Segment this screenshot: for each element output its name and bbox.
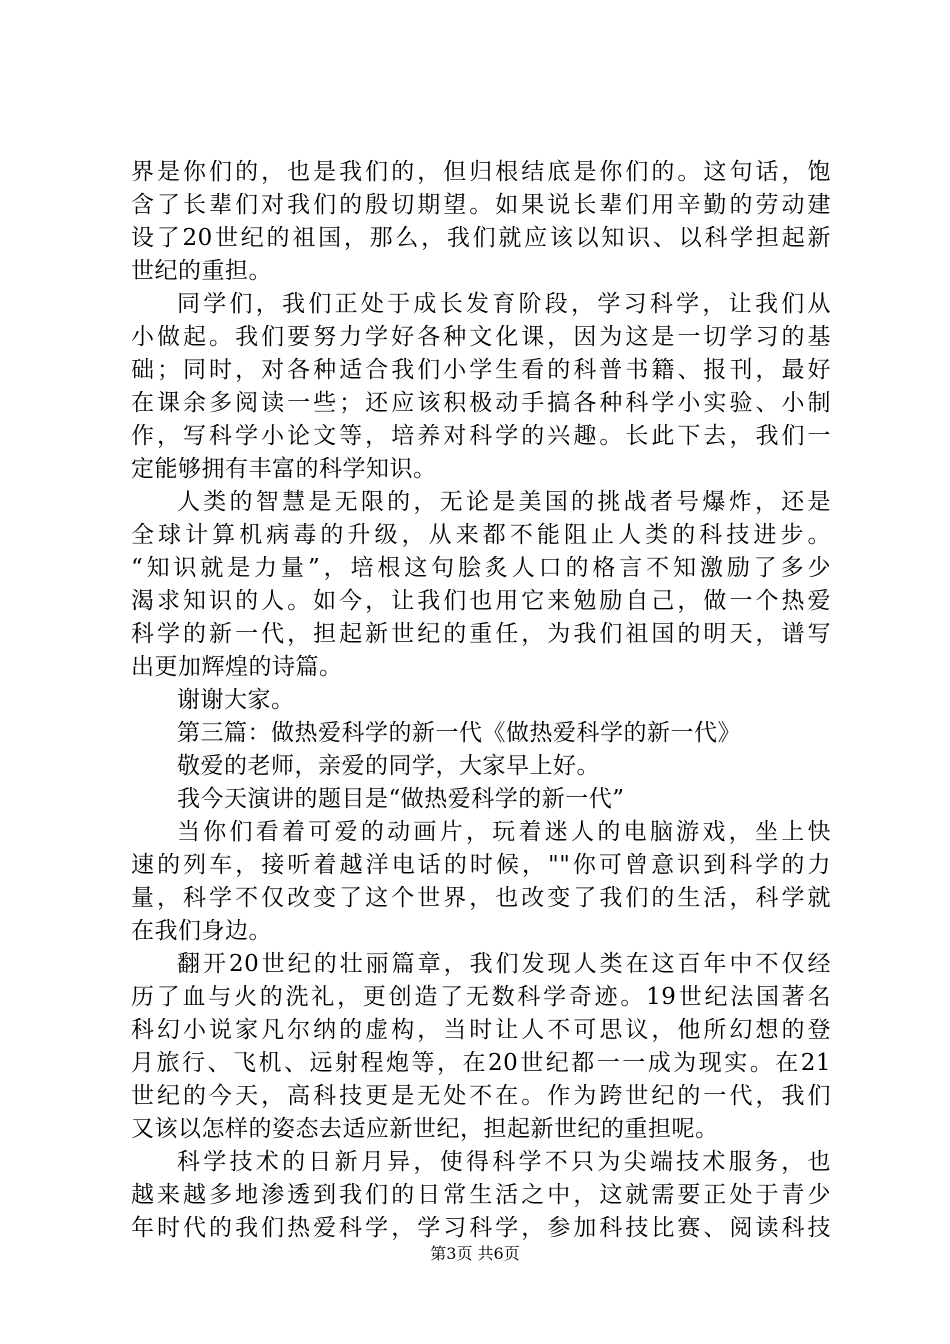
text-line: 界是你们的，也是我们的，但归根结底是你们的。这句话，饱 xyxy=(131,159,831,185)
text-line: 在课余多阅读一些；还应该积极动手搞各种科学小实验、小制 xyxy=(131,390,831,416)
text-line: 世纪的重担。 xyxy=(131,258,272,284)
text-line: 速的列车，接听着越洋电话的时候，""你可曾意识到科学的力 xyxy=(131,852,831,878)
document-body xyxy=(131,156,831,1245)
text-line: 量，科学不仅改变了这个世界，也改变了我们的生活，科学就 xyxy=(131,885,831,911)
text-line: 在我们身边。 xyxy=(131,918,272,944)
text-line: 历了血与火的洗礼，更创造了无数科学奇迹。19世纪法国著名 xyxy=(131,984,831,1010)
text-line: 第三篇：做热爱科学的新一代《做热爱科学的新一代》 xyxy=(177,720,741,746)
text-line: 小做起。我们要努力学好各种文化课，因为这是一切学习的基 xyxy=(131,324,831,350)
text-line: 科学的新一代，担起新世纪的重任，为我们祖国的明天，谱写 xyxy=(131,621,831,647)
text-line: 设了20世纪的祖国，那么，我们就应该以知识、以科学担起新 xyxy=(131,225,831,251)
text-line: 越来越多地渗透到我们的日常生活之中，这就需要正处于青少 xyxy=(131,1182,831,1208)
text-line: 科幻小说家凡尔纳的虚构，当时让人不可思议，他所幻想的登 xyxy=(131,1017,831,1043)
text-line: 作，写科学小论文等，培养对科学的兴趣。长此下去，我们一 xyxy=(131,423,831,449)
text-line: 世纪的今天，高科技更是无处不在。作为跨世纪的一代，我们 xyxy=(131,1083,831,1109)
text-line: 同学们，我们正处于成长发育阶段，学习科学，让我们从 xyxy=(177,291,831,317)
text-line: 敬爱的老师，亲爱的同学，大家早上好。 xyxy=(177,753,600,779)
text-line: 当你们看着可爱的动画片，玩着迷人的电脑游戏，坐上快 xyxy=(177,819,831,845)
text-line: 科学技术的日新月异，使得科学不只为尖端技术服务，也 xyxy=(177,1149,831,1175)
text-line: 定能够拥有丰富的科学知识。 xyxy=(131,456,437,482)
text-line: 人类的智慧是无限的，无论是美国的挑战者号爆炸，还是 xyxy=(177,489,831,515)
text-line: 出更加辉煌的诗篇。 xyxy=(131,654,343,680)
text-line: “知识就是力量”，培根这句脍炙人口的格言不知激励了多少 xyxy=(131,555,831,581)
text-line: 含了长辈们对我们的殷切期望。如果说长辈们用辛勤的劳动建 xyxy=(131,192,831,218)
text-line: 翻开20世纪的壮丽篇章，我们发现人类在这百年中不仅经 xyxy=(177,951,831,977)
text-line: 谢谢大家。 xyxy=(177,687,295,713)
text-line: 全球计算机病毒的升级，从来都不能阻止人类的科技进步。 xyxy=(131,522,831,548)
text-line: 年时代的我们热爱科学，学习科学，参加科技比赛、阅读科技 xyxy=(131,1215,831,1241)
page-footer: 第3页 共6页 xyxy=(430,1244,520,1263)
text-line: 月旅行、飞机、远射程炮等，在20世纪都一一成为现实。在21 xyxy=(131,1050,831,1076)
text-line: 础；同时，对各种适合我们小学生看的科普书籍、报刊，最好 xyxy=(131,357,831,383)
text-line: 我今天演讲的题目是“做热爱科学的新一代” xyxy=(177,786,625,812)
text-line: 又该以怎样的姿态去适应新世纪，担起新世纪的重担呢。 xyxy=(131,1116,719,1142)
text-line: 渴求知识的人。如今，让我们也用它来勉励自己，做一个热爱 xyxy=(131,588,831,614)
